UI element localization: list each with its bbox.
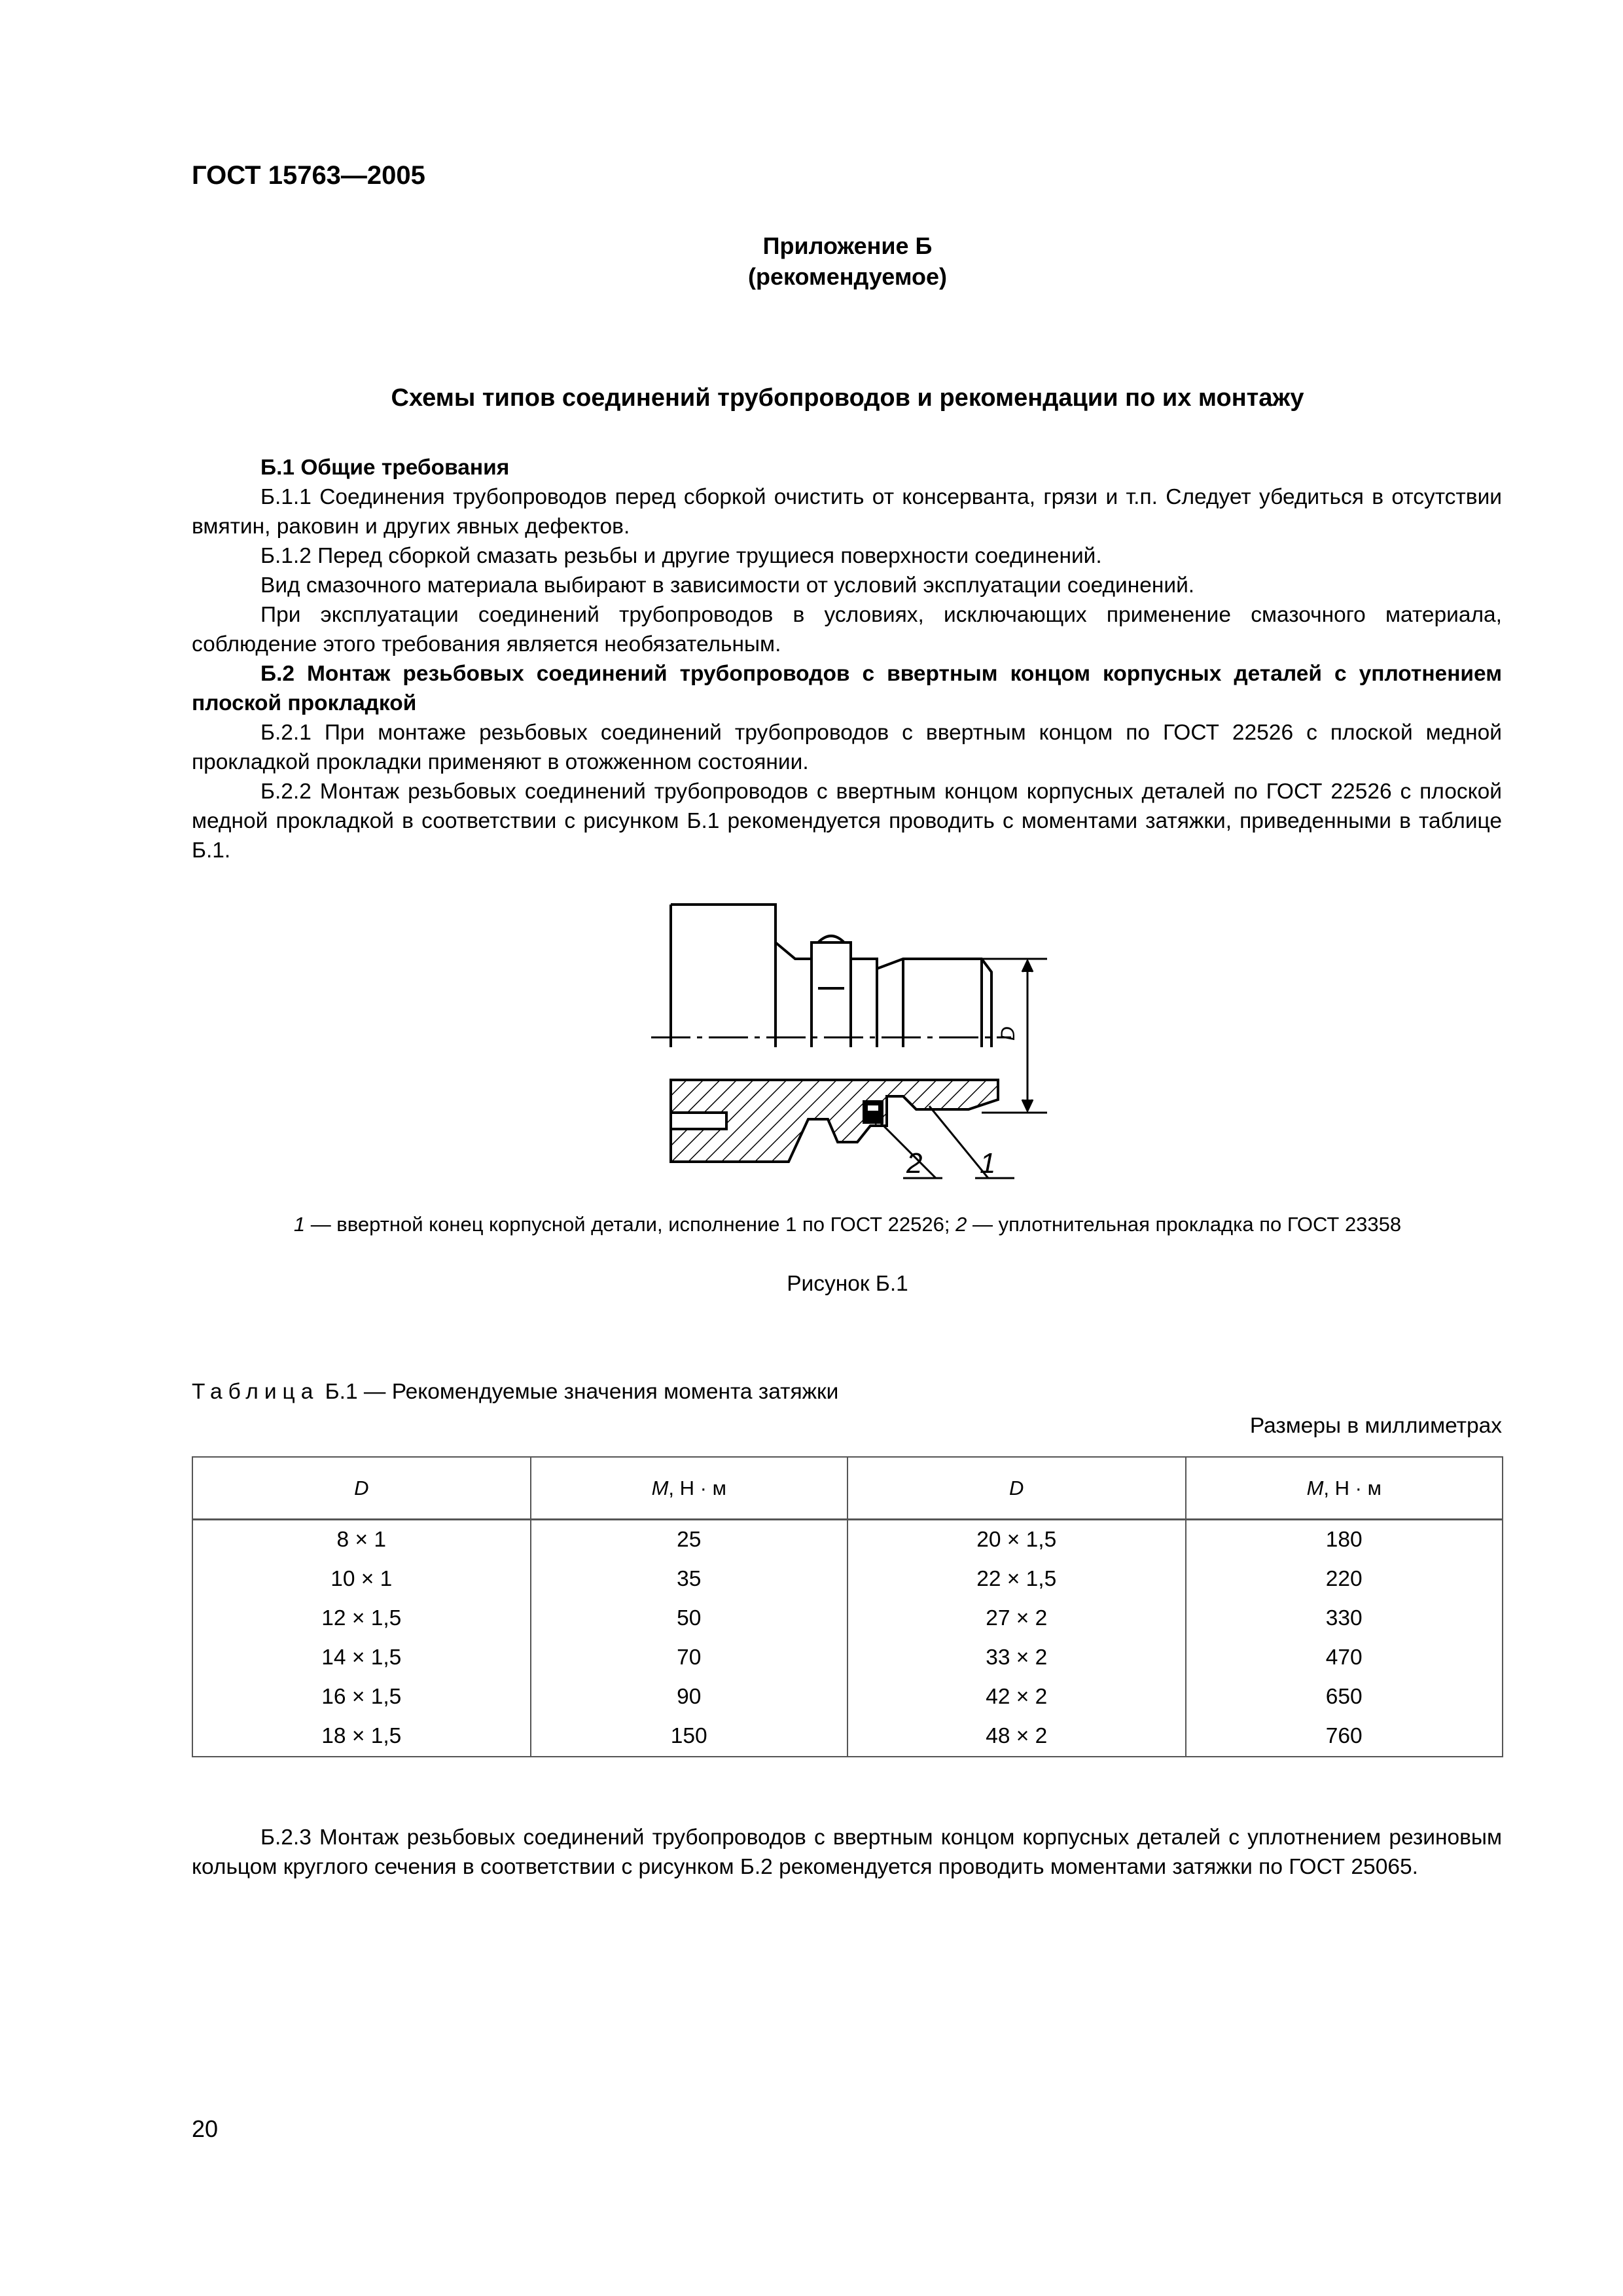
section-cut — [671, 1080, 998, 1162]
table-cell: 8 × 1 — [192, 1520, 531, 1560]
table-cell: 150 — [531, 1717, 847, 1757]
legend-num-1: 1 — [293, 1213, 306, 1236]
paragraph-b2-2: Б.2.2 Монтаж резьбовых соединений трубопроводов с ввертным концом корпусных деталей по ГОСТ 22526 с плоской медной прокладкой в соответствии с рисунком Б.1 рекомендуется проводить с моментами затяжки, приведенными в таблице Б.1. — [192, 780, 1502, 863]
header-cell: M, Н · м — [531, 1457, 847, 1520]
torque-table — [192, 1456, 1503, 1757]
paragraph-b1-2-exception: При эксплуатации соединений трубопроводов в условиях, исключающих применение смазочного материала, соблюдение этого требования является необязательным. — [192, 603, 1502, 656]
section-b2-heading: Б.2 Монтаж резьбовых соединений трубопроводов с ввертным концом корпусных деталей с уплотнением плоской прокладкой — [192, 662, 1502, 715]
paragraph-b1-2: Б.1.2 Перед сборкой смазать резьбы и другие трущиеся поверхности соединений. — [260, 544, 1102, 568]
table-row — [192, 1717, 1503, 1757]
table-cell: 90 — [531, 1677, 847, 1717]
table-cell: 470 — [1186, 1638, 1503, 1677]
header-cell: M, Н · м — [1186, 1457, 1503, 1520]
table-header-row — [192, 1457, 1503, 1520]
header-cell: D — [192, 1457, 531, 1520]
body-text-lower — [192, 1823, 1502, 1882]
dimension-d-label: D — [997, 1026, 1019, 1041]
table-cell: 180 — [1186, 1520, 1503, 1560]
table-cell: 27 × 2 — [847, 1599, 1186, 1638]
table-cell: 12 × 1,5 — [192, 1599, 531, 1638]
table-cell: 33 × 2 — [847, 1638, 1186, 1677]
table-cell: 42 × 2 — [847, 1677, 1186, 1717]
table-row — [192, 1520, 1503, 1560]
appendix-status: (рекомендуемое) — [748, 263, 947, 290]
table-cell: 10 × 1 — [192, 1560, 531, 1599]
table-cell: 18 × 1,5 — [192, 1717, 531, 1757]
table-cell: 760 — [1186, 1717, 1503, 1757]
table-caption-prefix: Таблица — [192, 1380, 319, 1404]
table-cell: 70 — [531, 1638, 847, 1677]
appendix-title: Приложение Б — [762, 232, 933, 259]
paragraph-b2-1: Б.2.1 При монтаже резьбовых соединений трубопроводов с ввертным концом по ГОСТ 22526 с плоской медной прокладкой прокладки применяют в отожженном состоянии. — [192, 721, 1502, 774]
table-row — [192, 1560, 1503, 1599]
table-row — [192, 1638, 1503, 1677]
table-cell: 330 — [1186, 1599, 1503, 1638]
figure-caption: Рисунок Б.1 — [787, 1272, 908, 1296]
table-caption — [192, 1380, 838, 1405]
body-text-upper — [192, 453, 1502, 865]
callout-2-label: 2 — [906, 1147, 923, 1179]
table-units-note: Размеры в миллиметрах — [1249, 1414, 1502, 1438]
table-caption-text: Б.1 — Рекомендуемые значения момента затяжки — [319, 1380, 839, 1404]
legend-text-1: — ввертной конец корпусной детали, исполнение 1 по ГОСТ 22526; — [305, 1213, 956, 1236]
table-cell: 14 × 1,5 — [192, 1638, 531, 1677]
table-cell: 48 × 2 — [847, 1717, 1186, 1757]
legend-text-2: — уплотнительная прокладка по ГОСТ 23358 — [967, 1213, 1402, 1236]
table-cell: 50 — [531, 1599, 847, 1638]
legend-num-2: 2 — [955, 1213, 967, 1236]
header-cell: D — [847, 1457, 1186, 1520]
table-row — [192, 1599, 1503, 1638]
table-cell: 20 × 1,5 — [847, 1520, 1186, 1560]
union-nut-outline — [671, 905, 991, 1047]
table-cell: 16 × 1,5 — [192, 1677, 531, 1717]
page-number: 20 — [192, 2115, 219, 2142]
paragraph-b1-1: Б.1.1 Соединения трубопроводов перед сборкой очистить от консерванта, грязи и т.п. Следует убедиться в отсутствии вмятин, раковин и других явных дефектов. — [192, 485, 1502, 539]
figure-legend — [0, 1213, 1623, 1236]
paragraph-b1-2-lubricant: Вид смазочного материала выбирают в зависимости от условий эксплуатации соединений. — [260, 573, 1195, 598]
document-title: Схемы типов соединений трубопроводов и рекомендации по их монтажу — [391, 384, 1304, 412]
connection-drawing — [628, 897, 1054, 1198]
table-cell: 25 — [531, 1520, 847, 1560]
standard-id: ГОСТ 15763—2005 — [192, 161, 425, 190]
table-cell: 220 — [1186, 1560, 1503, 1599]
table-row — [192, 1677, 1503, 1717]
table-cell: 22 × 1,5 — [847, 1560, 1186, 1599]
paragraph-b2-3: Б.2.3 Монтаж резьбовых соединений трубопроводов с ввертным концом корпусных деталей с уплотнением резиновым кольцом круглого сечения в соответствии с рисунком Б.2 рекомендуется проводить моментами затяжки по ГОСТ 25065. — [192, 1825, 1502, 1879]
callout-1-label: 1 — [980, 1147, 996, 1179]
table-cell: 650 — [1186, 1677, 1503, 1717]
section-b1-heading: Б.1 Общие требования — [260, 456, 510, 480]
table-cell: 35 — [531, 1560, 847, 1599]
